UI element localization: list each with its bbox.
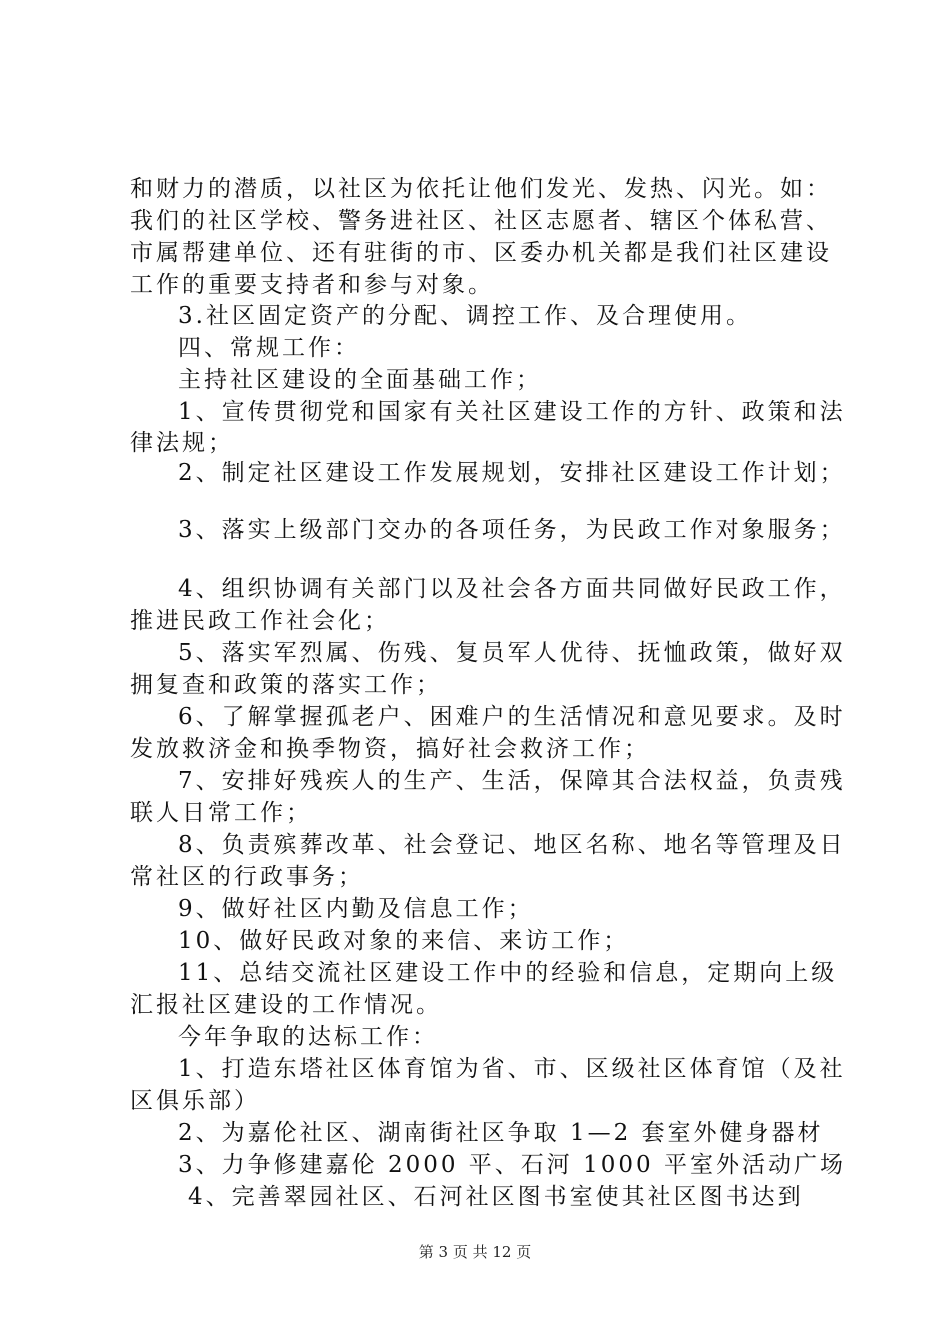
list-item: 10、做好民政对象的来信、来访工作； <box>178 928 630 954</box>
list-item: 9、做好社区内勤及信息工作； <box>178 896 534 922</box>
text-line: 市属帮建单位、还有驻街的市、区委办机关都是我们社区建设 <box>130 240 832 266</box>
text-line: 主持社区建设的全面基础工作； <box>178 367 542 393</box>
list-item: 4、完善翠园社区、石河社区图书室使其社区图书达到 <box>188 1184 804 1210</box>
list-item: 1、打造东塔社区体育馆为省、市、区级社区体育馆（及社 <box>178 1056 846 1082</box>
text-line: 和财力的潜质，以社区为依托让他们发光、发热、闪光。如： <box>130 176 832 202</box>
text-line: 推进民政工作社会化； <box>130 608 390 634</box>
text-line: 区俱乐部） <box>130 1088 260 1114</box>
text-line: 拥复查和政策的落实工作； <box>130 672 442 698</box>
list-item: 3、落实上级部门交办的各项任务，为民政工作对象服务； <box>178 517 846 543</box>
list-item: 7、安排好残疾人的生产、生活，保障其合法权益，负责残 <box>178 768 846 794</box>
text-line: 汇报社区建设的工作情况。 <box>130 992 442 1018</box>
text-line: 发放救济金和换季物资，搞好社会救济工作； <box>130 736 650 762</box>
text-line: 工作的重要支持者和参与对象。 <box>130 272 494 298</box>
text-line: 联人日常工作； <box>130 800 312 826</box>
list-item: 1、宣传贯彻党和国家有关社区建设工作的方针、政策和法 <box>178 399 846 425</box>
list-item: 8、负责殡葬改革、社会登记、地区名称、地名等管理及日 <box>178 832 846 858</box>
list-item: 11、总结交流社区建设工作中的经验和信息，定期向上级 <box>178 960 838 986</box>
list-item: 2、制定社区建设工作发展规划，安排社区建设工作计划； <box>178 460 846 486</box>
text-line: 常社区的行政事务； <box>130 864 364 890</box>
page-footer: 第 3 页 共 12 页 <box>418 1243 532 1261</box>
section-heading: 四、常规工作： <box>178 335 360 361</box>
list-item: 2、为嘉伦社区、湖南街社区争取 1—2 套室外健身器材 <box>178 1120 824 1146</box>
section-heading: 今年争取的达标工作： <box>178 1024 438 1050</box>
list-item: 5、落实军烈属、伤残、复员军人优待、抚恤政策，做好双 <box>178 640 846 666</box>
list-item: 4、组织协调有关部门以及社会各方面共同做好民政工作， <box>178 576 846 602</box>
text-line: 3.社区固定资产的分配、调控工作、及合理使用。 <box>178 303 752 329</box>
list-item: 6、了解掌握孤老户、困难户的生活情况和意见要求。及时 <box>178 704 846 730</box>
text-line: 我们的社区学校、警务进社区、社区志愿者、辖区个体私营、 <box>130 208 832 234</box>
text-line: 律法规； <box>130 430 234 456</box>
list-item: 3、力争修建嘉伦 2000 平、石河 1000 平室外活动广场 <box>178 1152 846 1178</box>
